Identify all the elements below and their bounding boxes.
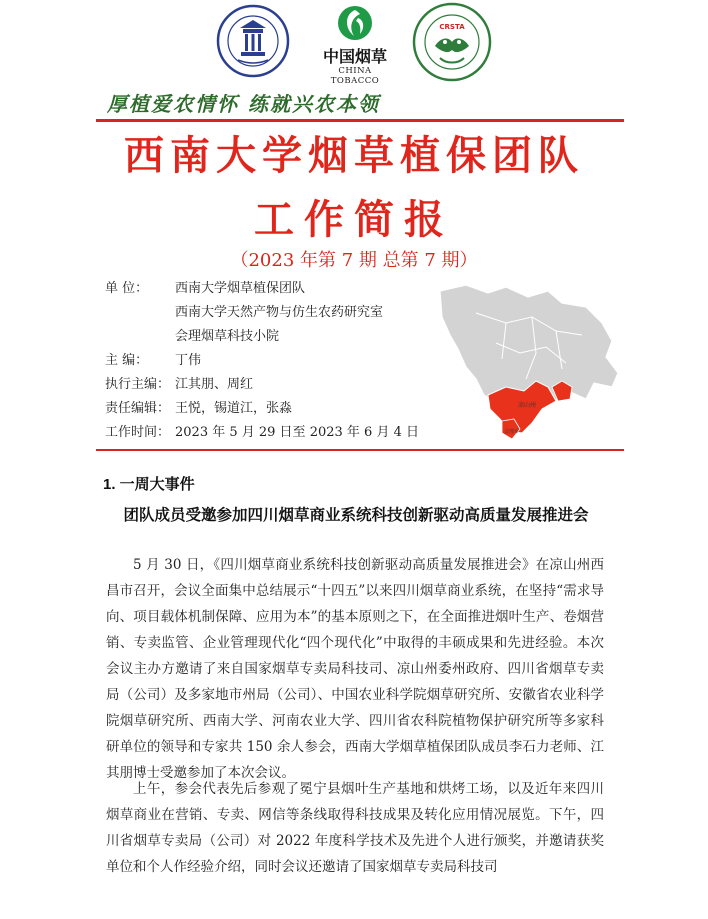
section-heading: 1. 一周大事件 xyxy=(103,476,195,493)
crsta-logo xyxy=(412,2,492,82)
china-tobacco-logo xyxy=(314,4,396,86)
period-value: 2023 年 5 月 29 日至 2023 年 6 月 4 日 xyxy=(175,425,419,440)
sichuan-map xyxy=(436,283,624,443)
masthead-divider xyxy=(96,449,624,451)
unit-value: 西南大学烟草植保团队 xyxy=(175,281,306,296)
masthead-info xyxy=(105,277,419,445)
unit-row xyxy=(105,325,419,349)
header-logos xyxy=(0,2,708,86)
map-label-liangshan: 凉山州 xyxy=(518,402,537,409)
resp-editor-value: 王悦，锡道江，张淼 xyxy=(175,401,293,416)
map-label-huili: 会理市 xyxy=(504,429,520,435)
period-label: 工作时间： xyxy=(105,425,171,440)
period-row xyxy=(105,421,419,445)
bulletin-title: 西南大学烟草植保团队 xyxy=(124,132,584,179)
article-paragraph: 上午，参会代表先后参观了冕宁县烟叶生产基地和烘烤工场，以及近年来四川烟草商业在营销、专卖、网信等条线取得科技成果及转化应用情况展览。下午，四川省烟草专卖局（公司）对 2022 年度科学技术及先进个人进行颁奖，并邀请获奖单位和个人作经验介绍，同时会议还邀请了国家烟草专卖局科技司 xyxy=(106,781,604,875)
resp-editor-label: 责任编辑： xyxy=(105,401,171,416)
issue-number: （2023 年第 7 期 总第 7 期） xyxy=(230,250,478,271)
unit-value: 西南大学天然产物与仿生农药研究室 xyxy=(175,305,384,320)
article-headline: 团队成员受邀参加四川烟草商业系统科技创新驱动高质量发展推进会 xyxy=(123,506,589,524)
editor-label: 主 编： xyxy=(105,353,149,368)
southwest-university-logo xyxy=(216,4,290,78)
editor-value: 丁伟 xyxy=(175,353,202,368)
china-tobacco-name: 中国烟草 xyxy=(322,47,387,66)
unit-row xyxy=(105,277,419,301)
exec-editor-label: 执行主编： xyxy=(105,377,171,392)
header-divider xyxy=(96,119,624,122)
exec-editor-row xyxy=(105,373,419,397)
article-paragraph: 5 月 30 日，《四川烟草商业系统科技创新驱动高质量发展推进会》在凉山州西昌市召开，会议全面集中总结展示“十四五”以来四川烟草商业系统，在坚持“需求导向、项目载体机制保障、应用为本”的基本原则之下，在全面推进烟叶生产、卷烟营销、专卖监管、企业管理现代化“四个现代化”中取得的丰硕成果和先进经验。本次会议主办方邀请了来自国家烟草专卖局科技司、凉山州委州政府、四川省烟草专卖局（公司）及多家地市州局（公司）、中国农业科学院烟草研究所、安徽省农业科学院烟草研究所、西南大学、河南农业大学、四川省农科院植物保护研究所等多家科研单位的领导和专家共 150 余人参会，西南大学烟草植保团队成员李石力老师、江其朋博士受邀参加了本次会议。 xyxy=(106,557,604,781)
exec-editor-value: 江其朋、周红 xyxy=(175,377,254,392)
crsta-label: CRSTA xyxy=(439,23,465,31)
unit-label: 单 位： xyxy=(105,281,149,296)
editor-row xyxy=(105,349,419,373)
unit-row xyxy=(105,301,419,325)
slogan: 厚植爱农情怀 练就兴农本领 xyxy=(107,92,380,116)
unit-value: 会理烟草科技小院 xyxy=(175,329,280,344)
resp-editor-row xyxy=(105,397,419,421)
china-tobacco-english: CHINA TOBACCO xyxy=(330,66,380,86)
bulletin-subtitle: 工作简报 xyxy=(254,196,454,243)
china-tobacco-emblem-icon xyxy=(314,4,396,44)
